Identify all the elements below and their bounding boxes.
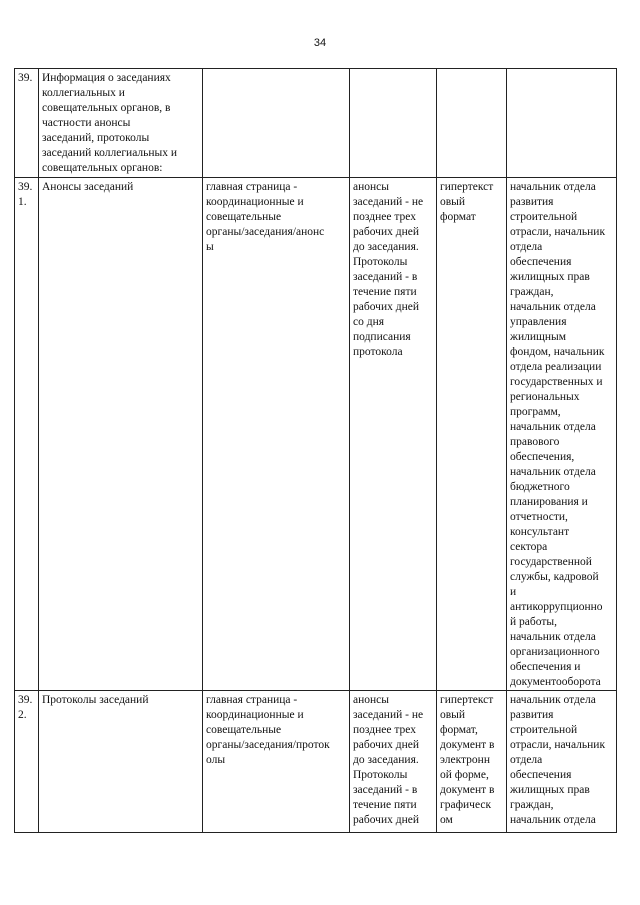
location-cell: главная страница - координационные и совещательные органы/заседания/проток олы bbox=[203, 691, 350, 833]
location-cell: главная страница - координационные и совещательные органы/заседания/анонс ы bbox=[203, 178, 350, 691]
format-cell: гипертекст овый формат, документ в электронн ой форме, документ в графическ ом bbox=[437, 691, 507, 833]
row-number-cell: 39. 2. bbox=[15, 691, 39, 833]
info-name-cell: Информация о заседаниях коллегиальных и совещательных органов, в частности анонсы заседаний, протоколы заседаний коллегиальных и совещательных органов: bbox=[39, 69, 203, 178]
period-cell bbox=[350, 69, 437, 178]
table-row bbox=[15, 178, 617, 691]
info-name-cell: Протоколы заседаний bbox=[39, 691, 203, 833]
responsible-cell: начальник отдела развития строительной отрасли, начальник отдела обеспечения жилищных прав граждан, начальник отдела управления жилищным фондом, начальник отдела реализации государственных и региональных программ, начальник отдела правового обеспечения, начальник отдела бюджетного планирования и отчетности, консультант сектора государственной службы, кадровой и антикоррупционно й работы, начальник отдела организационного обеспечения и документооборота bbox=[507, 178, 617, 691]
responsible-cell bbox=[507, 69, 617, 178]
info-table bbox=[14, 68, 617, 833]
table-row bbox=[15, 69, 617, 178]
format-cell bbox=[437, 69, 507, 178]
row-number-cell: 39. 1. bbox=[15, 178, 39, 691]
period-cell: анонсы заседаний - не позднее трех рабочих дней до заседания. Протоколы заседаний - в течение пяти рабочих дней со дня подписания протокола bbox=[350, 178, 437, 691]
period-cell: анонсы заседаний - не позднее трех рабочих дней до заседания. Протоколы заседаний - в течение пяти рабочих дней bbox=[350, 691, 437, 833]
info-name-cell: Анонсы заседаний bbox=[39, 178, 203, 691]
responsible-cell: начальник отдела развития строительной отрасли, начальник отдела обеспечения жилищных прав граждан, начальник отдела bbox=[507, 691, 617, 833]
row-number-cell: 39. bbox=[15, 69, 39, 178]
table-row bbox=[15, 691, 617, 833]
location-cell bbox=[203, 69, 350, 178]
format-cell: гипертекст овый формат bbox=[437, 178, 507, 691]
page-number: 34 bbox=[313, 37, 327, 49]
